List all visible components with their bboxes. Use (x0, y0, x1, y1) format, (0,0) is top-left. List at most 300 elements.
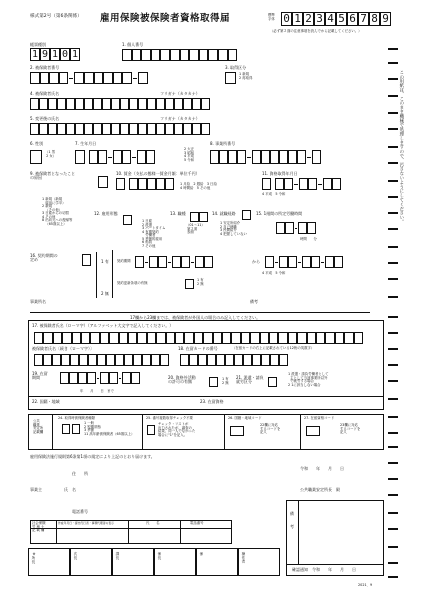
input-cell[interactable] (34, 354, 43, 366)
input-cell[interactable] (69, 372, 78, 384)
input-cell[interactable] (192, 123, 201, 135)
field-15-label: 15. 1週間の所定労働時間 (256, 211, 303, 216)
input-cell[interactable] (75, 98, 84, 110)
input-cell[interactable] (62, 332, 71, 344)
insured-type-box-2[interactable] (72, 424, 80, 434)
input-cell[interactable] (88, 354, 97, 366)
remarks-label: 備考 (250, 299, 258, 304)
input-cell[interactable] (203, 332, 212, 344)
separator-dash (275, 262, 278, 263)
contract-option-2: 2 無 (101, 291, 109, 296)
input-cell[interactable] (180, 49, 190, 61)
input-cell[interactable] (261, 150, 270, 164)
input-cell[interactable] (147, 332, 156, 344)
input-cell[interactable] (225, 354, 234, 366)
ocr-marker (388, 528, 398, 530)
input-cell[interactable] (288, 256, 297, 268)
field-17-label: 17. 被保険者氏名（ローマ字）（アルファベット大文字で記入してください。） (32, 323, 174, 328)
field-19-label: 19. 在留 期間 (32, 371, 48, 381)
input-cell[interactable] (184, 332, 193, 344)
field-23-label: 23. 在留資格 (200, 399, 224, 404)
input-cell[interactable] (354, 332, 363, 344)
input-cell[interactable] (113, 150, 122, 164)
input-cell[interactable] (189, 49, 199, 61)
input-cell[interactable] (138, 123, 147, 135)
input-cell[interactable] (48, 123, 57, 135)
input-cell[interactable] (260, 332, 269, 344)
separator-dash (191, 262, 194, 263)
input-cell[interactable] (57, 98, 66, 110)
sharoushi-name: 氏 名 (146, 521, 160, 525)
furigana-label: フリガナ（カタカナ） (160, 91, 200, 96)
input-cell[interactable] (228, 150, 237, 164)
input-cell[interactable] (111, 123, 120, 135)
input-cell[interactable] (183, 123, 192, 135)
field-16-label: 16. 契約期間の 定め (30, 253, 58, 263)
cause-box[interactable] (98, 176, 108, 188)
contract-period-label: 契約期間 (117, 259, 131, 263)
input-cell[interactable] (284, 178, 293, 190)
separator-dash (145, 262, 148, 263)
input-cell[interactable] (122, 49, 132, 61)
note-column: 備 考 (290, 511, 294, 529)
input-cell[interactable] (60, 372, 69, 384)
ocr-marker (388, 262, 398, 264)
input-cell[interactable] (138, 72, 148, 84)
input-cell[interactable] (146, 150, 155, 164)
input-cell[interactable] (94, 72, 104, 84)
input-cell[interactable] (34, 332, 43, 344)
input-cell[interactable] (332, 178, 341, 190)
stamp-cell (28, 548, 70, 576)
input-cell[interactable] (129, 123, 138, 135)
input-cell[interactable] (160, 354, 169, 366)
input-cell[interactable] (39, 123, 48, 135)
input-cell[interactable] (195, 256, 204, 268)
input-cell[interactable] (237, 150, 246, 164)
revision: 2021．9 (358, 583, 373, 587)
stamp-label: 係 (199, 552, 204, 556)
field-24-label: 24. 取得時被保険者種類 (58, 416, 95, 420)
sample-digit: 7 (358, 12, 369, 26)
input-cell[interactable] (151, 354, 160, 366)
field-1-label: 1. 個人番号 (122, 42, 144, 47)
input-cell[interactable] (344, 332, 353, 344)
acq-era-options: 4 平成 5 令和 (262, 192, 286, 196)
ocr-marker (388, 112, 398, 114)
field-11-label: 11. 資格取得年月日 (262, 171, 298, 176)
input-cell[interactable] (39, 98, 48, 110)
input-cell[interactable] (218, 49, 228, 61)
separator-dash (132, 157, 136, 158)
input-cell[interactable] (129, 98, 138, 110)
input-cell[interactable] (137, 332, 146, 344)
input-cell[interactable] (285, 222, 294, 234)
employment-type-box[interactable] (123, 215, 132, 225)
input-cell[interactable] (122, 150, 131, 164)
nationality-code-box[interactable] (230, 426, 244, 436)
input-cell[interactable] (53, 332, 62, 344)
input-cell[interactable] (297, 150, 306, 164)
input-cell[interactable] (122, 72, 132, 84)
ocr-marker (388, 512, 398, 514)
ocr-marker (388, 146, 398, 148)
input-cell[interactable] (100, 332, 109, 344)
stamp-label: 次長 (73, 552, 78, 560)
ocr-marker (388, 78, 398, 80)
contract-period-box[interactable] (82, 254, 91, 266)
field-3-label: 3. 取得区分 (225, 65, 247, 70)
input-cell[interactable] (252, 354, 261, 366)
input-cell[interactable] (165, 98, 174, 110)
dup-check-box[interactable] (147, 425, 155, 435)
field-7-label: 7. 生年月日 (75, 141, 97, 146)
input-cell[interactable] (156, 332, 165, 344)
input-cell[interactable] (138, 178, 147, 190)
input-cell[interactable] (156, 98, 165, 110)
input-cell[interactable] (90, 332, 99, 344)
input-cell[interactable] (298, 222, 307, 234)
input-cell[interactable] (270, 150, 279, 164)
input-cell[interactable] (316, 332, 325, 344)
sample-label: 標準字体 (268, 13, 275, 21)
job-route-box[interactable] (242, 210, 251, 220)
input-cell[interactable] (307, 222, 316, 234)
input-cell[interactable] (335, 332, 344, 344)
input-cell[interactable] (115, 354, 124, 366)
insured-type-box[interactable] (62, 424, 70, 434)
input-cell[interactable] (222, 332, 231, 344)
input-cell[interactable] (66, 98, 75, 110)
input-cell[interactable] (106, 354, 115, 366)
input-cell[interactable] (84, 123, 93, 135)
input-cell[interactable] (175, 332, 184, 344)
dup-check-note: チェック・リストが 出力されたが、調査の 結果、同一人でなかった 場合に"1"を記入。 (158, 422, 196, 437)
input-cell[interactable] (119, 332, 128, 344)
sample-digit: 1 (292, 12, 303, 26)
date-units: 令和 年 月 日 (300, 466, 344, 471)
input-cell[interactable] (208, 49, 218, 61)
input-cell[interactable] (190, 212, 199, 222)
phone-label: 電話番号 (72, 509, 88, 514)
input-cell[interactable] (311, 256, 320, 268)
wage-type-box[interactable] (116, 178, 125, 190)
dispatch-options: 1 派遣・請負労働者として 主として当該事業所以外 で就労する場合 2 1に該当しない場合 (288, 372, 329, 387)
sharoushi-label: 社会保険 労 務 士 記 載 欄 (32, 521, 46, 533)
input-cell[interactable] (43, 332, 52, 344)
input-cell[interactable] (84, 72, 94, 84)
input-cell[interactable] (109, 332, 118, 344)
stamp-cell (238, 548, 280, 576)
status-code-box[interactable] (306, 426, 320, 436)
sample-digit: 9 (380, 12, 391, 26)
input-cell[interactable] (199, 212, 208, 222)
input-cell[interactable] (124, 354, 133, 366)
sharoushi-phone: 電話番号 (190, 521, 204, 525)
sex-options: （1 男 2 女） (45, 150, 57, 158)
input-cell[interactable] (122, 372, 131, 384)
sex-box[interactable] (30, 150, 42, 164)
renewal-box[interactable] (185, 279, 194, 289)
input-cell[interactable] (194, 332, 203, 344)
ocr-marker (388, 478, 398, 480)
input-cell[interactable] (147, 178, 156, 190)
input-cell[interactable] (156, 178, 165, 190)
input-cell[interactable] (66, 123, 75, 135)
office-name-label: 事業所名 (30, 299, 46, 304)
acquisition-type-options: 1 新規 2 再取得 (239, 72, 253, 80)
input-cell[interactable] (279, 150, 288, 164)
input-cell[interactable] (288, 332, 297, 344)
ocr-marker (388, 180, 398, 182)
input-cell[interactable] (43, 354, 52, 366)
field-9-label: 9. 被保険者となったこと の原因 (30, 171, 76, 181)
input-cell[interactable] (49, 72, 59, 84)
sample-digit: 6 (347, 12, 358, 26)
ocr-marker (388, 416, 398, 418)
nationality-code-note: 22欄に対応 するコードを 記入 (260, 423, 281, 435)
input-cell[interactable] (174, 123, 183, 135)
ocr-marker (388, 446, 398, 448)
input-cell[interactable] (102, 123, 111, 135)
input-cell[interactable] (250, 332, 259, 344)
input-cell[interactable] (243, 354, 252, 366)
input-cell[interactable] (334, 256, 343, 268)
input-cell[interactable] (151, 49, 161, 61)
input-cell[interactable] (132, 49, 142, 61)
input-cell[interactable] (89, 150, 98, 164)
input-cell[interactable] (113, 72, 123, 84)
ocr-marker (388, 296, 398, 298)
input-cell[interactable] (288, 150, 297, 164)
ocr-marker (388, 432, 398, 434)
ocr-marker (388, 228, 398, 230)
input-cell[interactable] (30, 72, 40, 84)
input-cell[interactable] (269, 332, 278, 344)
form-code-digit: 1 (71, 49, 79, 60)
input-cell[interactable] (61, 354, 70, 366)
input-cell[interactable] (135, 256, 144, 268)
ocr-marker (388, 348, 398, 350)
input-cell[interactable] (79, 354, 88, 366)
input-cell[interactable] (279, 256, 288, 268)
field-5-label: 5. 変更後の氏名 (30, 116, 60, 121)
input-cell[interactable] (308, 178, 317, 190)
input-cell[interactable] (30, 98, 39, 110)
input-cell[interactable] (52, 354, 61, 366)
input-cell[interactable] (142, 354, 151, 366)
ocr-marker (388, 562, 398, 564)
separator-dash (307, 157, 311, 158)
input-cell[interactable] (109, 372, 118, 384)
input-cell[interactable] (312, 150, 321, 164)
weekly-hours-units: 時間 分 (300, 237, 317, 241)
input-cell[interactable] (265, 256, 274, 268)
input-cell[interactable] (81, 332, 90, 344)
renewal-label: 契約更新条項の有無 (117, 281, 148, 285)
input-cell[interactable] (210, 150, 219, 164)
furigana2-label: フリガナ（カタカナ） (160, 116, 200, 121)
form-code-digit: 0 (61, 49, 69, 60)
input-cell[interactable] (141, 49, 151, 61)
input-cell[interactable] (59, 72, 69, 84)
ocr-marker (388, 380, 398, 382)
field-17-cont-label: 被保険者氏名〔続き（ローマ字）〕 (32, 346, 94, 351)
ocr-marker (388, 48, 398, 50)
input-cell[interactable] (165, 178, 174, 190)
input-cell[interactable] (74, 72, 84, 84)
separator-dash (119, 378, 121, 379)
input-cell[interactable] (100, 372, 109, 384)
input-cell[interactable] (160, 49, 170, 61)
input-cell[interactable] (204, 256, 213, 268)
input-cell[interactable] (275, 178, 284, 190)
input-cell[interactable] (234, 354, 243, 366)
field-12-label: 12. 雇用形態 (94, 211, 118, 216)
input-cell[interactable] (70, 354, 79, 366)
input-cell[interactable] (156, 123, 165, 135)
ocr-marker (388, 316, 398, 318)
input-cell[interactable] (228, 49, 238, 61)
input-cell[interactable] (72, 332, 81, 344)
ocr-marker (388, 246, 398, 248)
input-cell[interactable] (131, 372, 140, 384)
contract-eras: 4 平成 5 令和 (262, 271, 286, 275)
form-code-digit: 1 (51, 49, 59, 60)
ocr-marker (388, 196, 398, 198)
input-cell[interactable] (323, 178, 332, 190)
input-cell[interactable] (128, 332, 137, 344)
input-cell[interactable] (219, 150, 228, 164)
input-cell[interactable] (40, 72, 50, 84)
sample-digit: 4 (325, 12, 336, 26)
instruction-notice: （必ず第２面の注意事項を読んでから記載してください。） (270, 29, 362, 33)
input-cell[interactable] (270, 354, 279, 366)
input-cell[interactable] (133, 354, 142, 366)
renewal-options: 1 有 2 無 (197, 278, 204, 286)
permission-box[interactable] (209, 377, 218, 387)
input-cell[interactable] (252, 150, 261, 164)
input-cell[interactable] (78, 372, 87, 384)
input-cell[interactable] (138, 98, 147, 110)
input-cell[interactable] (302, 256, 311, 268)
field-2-label: 2. 被保険者番号 (30, 65, 60, 70)
input-cell[interactable] (189, 354, 198, 366)
input-cell[interactable] (181, 256, 190, 268)
separator-dash (321, 262, 324, 263)
address-label: 住 所 (72, 471, 88, 476)
ocr-marker (388, 128, 398, 130)
stamp-label: ※所長 (31, 552, 36, 564)
input-cell[interactable] (172, 256, 181, 268)
input-cell[interactable] (325, 332, 334, 344)
form-code-digit: 9 (41, 49, 49, 60)
ocr-marker (388, 494, 398, 496)
input-cell[interactable] (261, 354, 270, 366)
birth-era-box[interactable] (75, 150, 85, 164)
acq-era-box[interactable] (262, 178, 271, 190)
confirmation-date: 確認通知 令和 年 月 日 (292, 567, 356, 572)
ocr-marker (388, 576, 398, 578)
input-cell[interactable] (307, 332, 316, 344)
acquisition-type-box[interactable] (225, 72, 236, 84)
input-cell[interactable] (48, 98, 57, 110)
sharoushi-cols: 作成年月日・提出代行者・事務代理者の表示 (58, 521, 114, 525)
input-cell[interactable] (201, 123, 210, 135)
input-cell[interactable] (120, 123, 129, 135)
ocr-marker (388, 332, 398, 334)
input-cell[interactable] (57, 123, 66, 135)
input-cell[interactable] (84, 98, 93, 110)
input-cell[interactable] (75, 123, 84, 135)
input-cell[interactable] (147, 98, 156, 110)
input-cell[interactable] (279, 354, 288, 366)
input-cell[interactable] (183, 98, 192, 110)
input-cell[interactable] (87, 372, 96, 384)
input-cell[interactable] (325, 256, 334, 268)
status-code-note: 23欄に対応 するコードを 記入 (340, 423, 361, 435)
separator-dash (108, 157, 112, 158)
input-cell[interactable] (97, 354, 106, 366)
input-cell[interactable] (241, 332, 250, 344)
input-cell[interactable] (199, 49, 209, 61)
input-cell[interactable] (158, 256, 167, 268)
input-cell[interactable] (170, 49, 180, 61)
input-cell[interactable] (129, 178, 138, 190)
input-cell[interactable] (299, 178, 308, 190)
input-cell[interactable] (120, 98, 129, 110)
ocr-marker (388, 62, 398, 64)
stamp-cell (154, 548, 196, 576)
birth-era-options: 2 大正 3 昭和 4 平成 5 令和 (184, 147, 195, 162)
input-cell[interactable] (147, 123, 156, 135)
side-note: この用紙は、このまま機械で処理しますので、汚さないようにしてください。 (398, 70, 404, 224)
ocr-marker (388, 278, 398, 280)
input-cell[interactable] (137, 150, 146, 164)
input-cell[interactable] (165, 123, 174, 135)
input-cell[interactable] (98, 150, 107, 164)
input-cell[interactable] (102, 98, 111, 110)
input-cell[interactable] (213, 332, 222, 344)
field-8-label: 8. 事業所番号 (210, 141, 236, 146)
field-27-label: 27. 在留資格コード (304, 416, 335, 420)
input-cell[interactable] (111, 98, 120, 110)
dispatch-box[interactable] (268, 377, 277, 387)
input-cell[interactable] (30, 123, 39, 135)
input-cell[interactable] (103, 72, 113, 84)
input-cell[interactable] (93, 123, 102, 135)
input-cell[interactable] (201, 98, 210, 110)
separator-dash (298, 262, 301, 263)
input-cell[interactable] (149, 256, 158, 268)
input-cell[interactable] (231, 332, 240, 344)
ocr-marker (388, 212, 398, 214)
job-route-options: 1 安定所紹介 2 自己就職 3 民間紹介 4 把握していない (220, 221, 247, 236)
field-20-label: 20. 資格外活動 の許可の有無 (168, 375, 196, 385)
input-cell[interactable] (276, 222, 285, 234)
input-cell[interactable] (278, 332, 287, 344)
stamp-cell (196, 548, 238, 576)
input-cell[interactable] (166, 332, 175, 344)
input-cell[interactable] (93, 98, 102, 110)
input-cell[interactable] (174, 98, 183, 110)
input-cell[interactable] (198, 354, 207, 366)
input-cell[interactable] (216, 354, 225, 366)
input-cell[interactable] (207, 354, 216, 366)
input-cell[interactable] (180, 354, 189, 366)
input-cell[interactable] (192, 98, 201, 110)
input-cell[interactable] (297, 332, 306, 344)
